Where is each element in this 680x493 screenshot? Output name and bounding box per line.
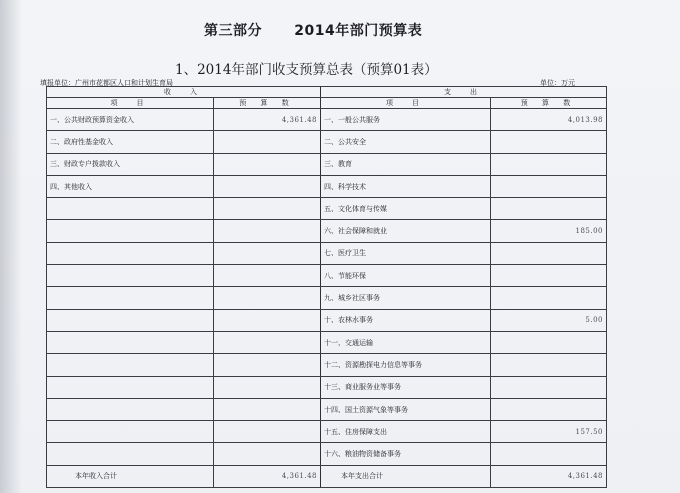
expense-value-cell: 4,013.98 [491,109,607,131]
income-budget-header: 预 算 数 [214,98,321,109]
budget-summary-table [46,86,607,488]
table-row [47,109,607,131]
expense-header: 支 出 [321,87,607,98]
income-item-cell [47,242,214,264]
expense-value-cell [491,153,607,175]
table-title: 1、2014年部门收支预算总表（预算01表） [175,62,438,78]
income-value-cell [214,398,321,420]
income-item-cell [47,309,214,331]
income-value-cell [214,287,321,309]
expense-value-cell: 157.50 [491,421,607,443]
expense-item-cell: 二、公共安全 [321,131,491,153]
expense-item-cell: 十六、粮油物资储备事务 [321,443,491,465]
income-total-value: 4,361.48 [214,465,321,487]
income-value-cell [214,153,321,175]
income-value-cell [214,331,321,353]
income-value-cell [214,443,321,465]
income-item-cell [47,198,214,220]
table-row [47,331,607,353]
part-title: 第三部分 2014年部门预算表 [204,23,423,39]
totals-row [47,465,607,487]
expense-value-cell [491,331,607,353]
expense-value-cell [491,376,607,398]
expense-value-cell [491,443,607,465]
expense-item-cell: 十一、交通运输 [321,331,491,353]
expense-item-cell: 十四、国土资源气象等事务 [321,398,491,420]
expense-total-label: 本年支出合计 [321,465,491,487]
expense-value-cell [491,198,607,220]
fill-unit-label: 填报单位：广州市花都区人口和计划生育局 [40,79,173,87]
table-row [47,175,607,197]
expense-item-cell: 三、教育 [321,153,491,175]
expense-item-cell: 十二、资源勘探电力信息等事务 [321,354,491,376]
table-row [47,287,607,309]
income-value-cell [214,175,321,197]
income-item-cell [47,421,214,443]
unit-label: 单位：万元 [540,79,575,87]
income-item-cell [47,443,214,465]
income-item-cell [47,331,214,353]
income-value-cell [214,265,321,287]
income-item-header: 项 目 [47,98,214,109]
expense-item-cell: 四、科学技术 [321,175,491,197]
income-value-cell [214,131,321,153]
table-row [47,376,607,398]
table-row [47,421,607,443]
income-value-cell [214,198,321,220]
income-item-cell [47,220,214,242]
income-item-cell [47,398,214,420]
expense-value-cell [491,242,607,264]
table-row [47,198,607,220]
income-item-cell: 三、财政专户拨款收入 [47,153,214,175]
expense-item-header: 项 目 [321,98,491,109]
expense-item-cell: 五、文化体育与传媒 [321,198,491,220]
table-row [47,131,607,153]
table-row [47,443,607,465]
expense-value-cell [491,175,607,197]
expense-value-cell [491,398,607,420]
income-item-cell [47,287,214,309]
table-row [47,242,607,264]
table-row [47,220,607,242]
income-item-cell: 二、政府性基金收入 [47,131,214,153]
income-value-cell [214,220,321,242]
income-item-cell: 一、公共财政预算资金收入 [47,109,214,131]
table-row [47,398,607,420]
expense-item-cell: 十五、住房保障支出 [321,421,491,443]
expense-budget-header: 预 算 数 [491,98,607,109]
income-header: 收 入 [47,87,321,98]
expense-item-cell: 一、一般公共服务 [321,109,491,131]
income-value-cell [214,421,321,443]
expense-item-cell: 七、医疗卫生 [321,242,491,264]
expense-value-cell: 185.00 [491,220,607,242]
table-row [47,153,607,175]
expense-item-cell: 六、社会保障和就业 [321,220,491,242]
income-value-cell [214,376,321,398]
income-value-cell [214,309,321,331]
expense-value-cell [491,265,607,287]
income-total-label: 本年收入合计 [47,465,214,487]
income-value-cell: 4,361.48 [214,109,321,131]
expense-value-cell [491,354,607,376]
header-row-columns [47,98,607,109]
expense-value-cell: 5.00 [491,309,607,331]
expense-value-cell [491,131,607,153]
income-value-cell [214,242,321,264]
table-row [47,309,607,331]
table-row [47,354,607,376]
expense-value-cell [491,287,607,309]
table-row [47,265,607,287]
header-row-sections [47,87,607,98]
expense-item-cell: 九、城乡社区事务 [321,287,491,309]
income-item-cell [47,265,214,287]
page-edge-shadow [0,0,22,493]
income-value-cell [214,354,321,376]
expense-item-cell: 十、农林水事务 [321,309,491,331]
expense-item-cell: 十三、商业服务业等事务 [321,376,491,398]
income-item-cell: 四、其他收入 [47,175,214,197]
income-item-cell [47,354,214,376]
income-item-cell [47,376,214,398]
expense-item-cell: 八、节能环保 [321,265,491,287]
expense-total-value: 4,361.48 [491,465,607,487]
